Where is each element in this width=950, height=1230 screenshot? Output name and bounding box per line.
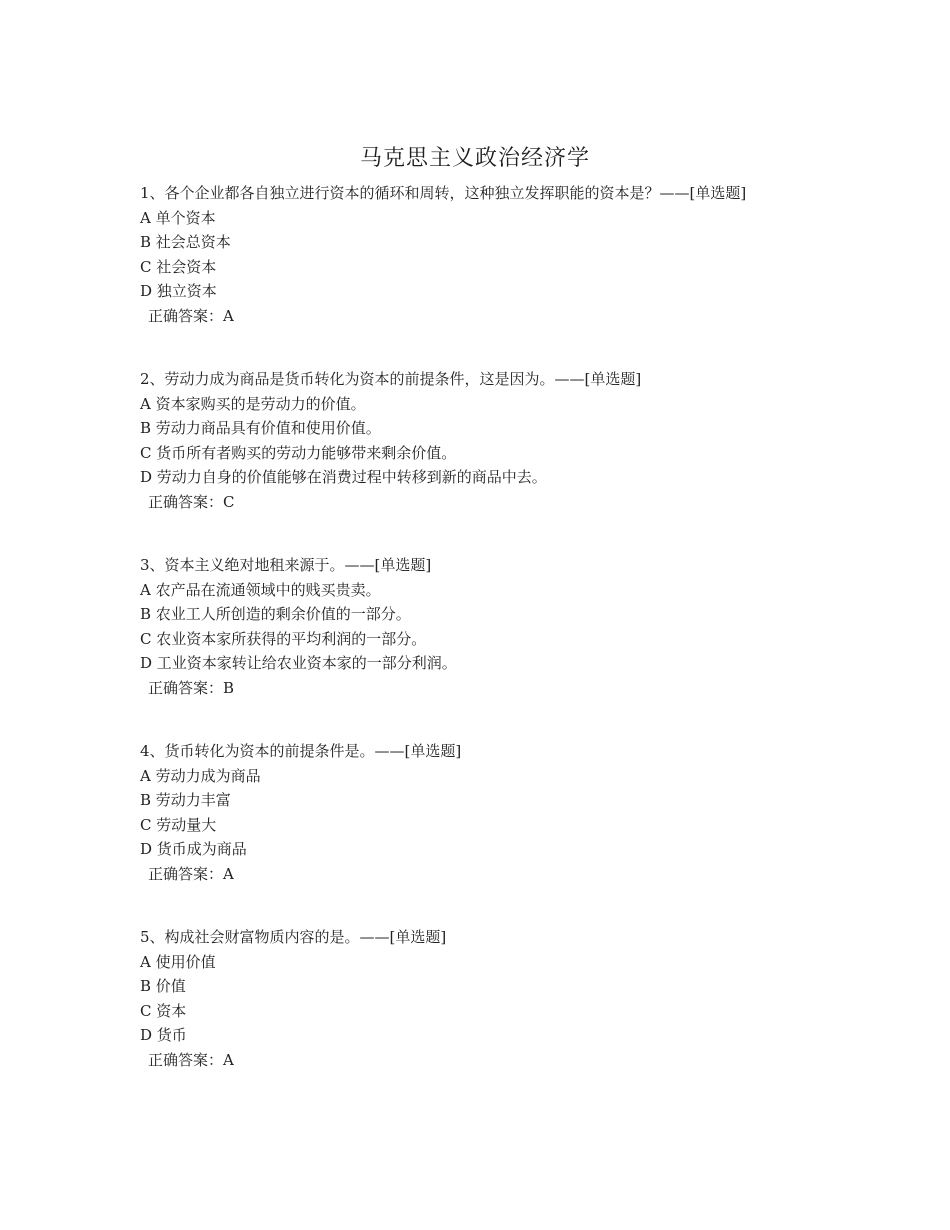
option-c: C 社会资本 [140, 257, 217, 276]
option-a: A 单个资本 [140, 208, 216, 227]
option-c: C 货币所有者购买的劳动力能够带来剩余价值。 [140, 443, 457, 462]
question-stem: 5、构成社会财富物质内容的是。——[单选题] [140, 928, 447, 946]
question-stem: 3、资本主义绝对地租来源于。——[单选题] [140, 556, 432, 574]
question-stem: 4、货币转化为资本的前提条件是。——[单选题] [140, 742, 462, 760]
option-b: B 劳动力丰富 [140, 791, 231, 810]
option-b: B 价值 [140, 977, 186, 996]
option-d: D 独立资本 [140, 282, 217, 301]
option-a: A 劳动力成为商品 [140, 766, 261, 785]
option-d: D 工业资本家转让给农业资本家的一部分利润。 [140, 654, 457, 673]
question-5 [140, 925, 840, 1073]
option-d: D 货币 [140, 1026, 187, 1045]
correct-answer: 正确答案：C [148, 492, 235, 511]
option-b: B 劳动力商品具有价值和使用价值。 [140, 419, 381, 438]
question-3 [140, 553, 840, 701]
option-a: A 资本家购买的是劳动力的价值。 [140, 394, 366, 413]
question-stem: 2、劳动力成为商品是货币转化为资本的前提条件，这是因为。——[单选题] [140, 370, 642, 388]
question-4 [140, 739, 840, 887]
correct-answer: 正确答案：A [148, 1050, 234, 1069]
correct-answer: 正确答案：B [148, 678, 235, 697]
correct-answer: 正确答案：A [148, 306, 234, 325]
option-d: D 货币成为商品 [140, 840, 247, 859]
question-2 [140, 367, 840, 515]
option-c: C 资本 [140, 1001, 187, 1020]
document-title: 马克思主义政治经济学 [359, 146, 590, 171]
question-stem: 1、各个企业都各自独立进行资本的循环和周转，这种独立发挥职能的资本是？——[单选题] [140, 184, 747, 202]
option-c: C 农业资本家所获得的平均利润的一部分。 [140, 629, 427, 648]
option-b: B 社会总资本 [140, 233, 231, 252]
option-b: B 农业工人所创造的剩余价值的一部分。 [140, 605, 411, 624]
option-a: A 农产品在流通领域中的贱买贵卖。 [140, 580, 381, 599]
option-c: C 劳动量大 [140, 815, 217, 834]
option-d: D 劳动力自身的价值能够在消费过程中转移到新的商品中去。 [140, 468, 547, 487]
question-1 [140, 181, 840, 329]
correct-answer: 正确答案：A [148, 864, 234, 883]
option-a: A 使用价值 [140, 952, 216, 971]
